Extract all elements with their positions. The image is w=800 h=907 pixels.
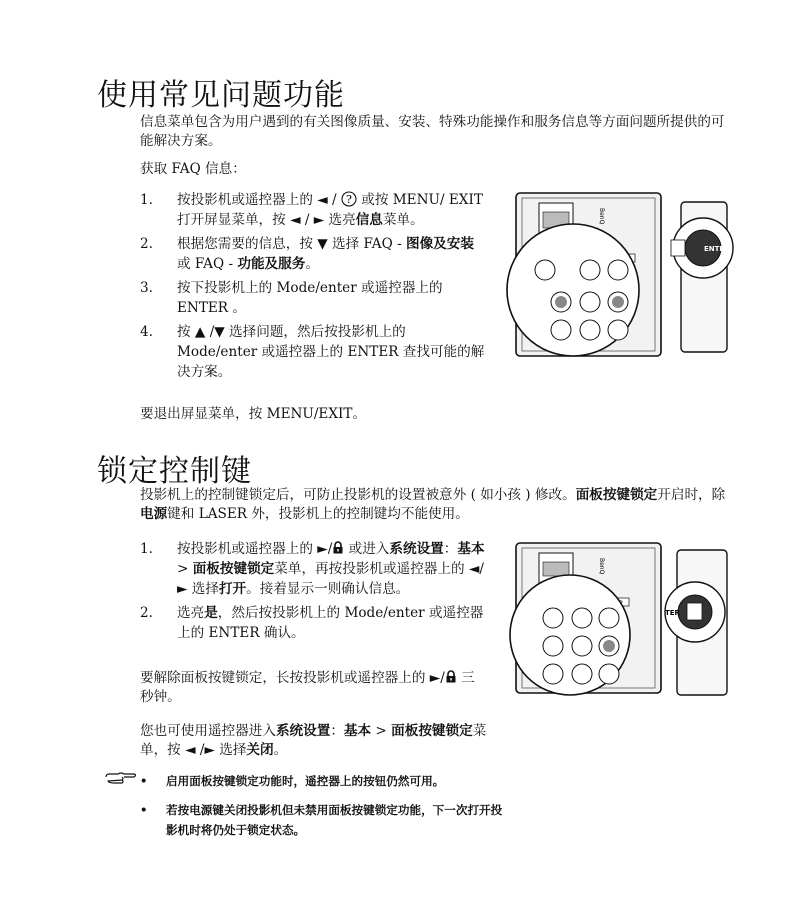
step-item <box>140 278 485 318</box>
text-run: ，然后按投影机上的 Mode/enter 或遥控器上的 ENTER 确认。 <box>177 605 484 641</box>
text-run: 或按 MENU/ EXIT 打开屏显菜单，按 ◄ / ► 选亮 <box>177 192 483 228</box>
text-run: 。接着显示一则确认信息。 <box>246 581 410 597</box>
text-run: 菜单。 <box>382 212 424 228</box>
ter-text: TER <box>665 609 680 617</box>
notes-list <box>110 771 510 849</box>
bullet-dot: • <box>140 774 148 788</box>
enter-text: ENTER <box>704 245 730 253</box>
lock-icon <box>332 541 344 554</box>
text-run: > <box>177 561 193 577</box>
faq-lead: 获取 FAQ 信息： <box>140 161 246 177</box>
faq-intro: 信息菜单包含为用户遇到的有关图像质量、安装、特殊功能操作和服务信息等方面问题所提供的可能解决方案。 <box>140 114 725 149</box>
brand-text-2: BenQ <box>598 558 605 575</box>
note-text: 若按电源键关闭投影机但未禁用面板按键锁定功能，下一次打开投影机时将仍处于锁定状态。 <box>166 803 503 837</box>
text-run: 。 <box>273 742 288 758</box>
text-run: ： <box>330 723 344 739</box>
section-title-faq: 使用常见问题功能 <box>97 78 345 113</box>
lock-unlock-text <box>140 669 485 707</box>
text-run: 您也可使用遥控器进入 <box>140 723 276 739</box>
text-run: 按投影机或遥控器上的 ►/ <box>177 541 333 557</box>
text-run: 或 FAQ - <box>177 256 238 272</box>
svg-text:?: ? <box>345 193 352 206</box>
text-run: 要解除面板按键锁定，长按投影机或遥控器上的 ►/ <box>140 670 445 686</box>
step-number: 4. <box>140 324 153 340</box>
step-item <box>140 539 485 599</box>
bold-text: 电源 <box>140 506 168 522</box>
bold-text: 图像及安装 <box>406 236 474 252</box>
projector-faq-figure <box>505 190 735 362</box>
text-run: 三秒钟。 <box>140 670 475 705</box>
text-run: 开启时，除 <box>657 487 726 503</box>
text-run: 菜单，再按投影机或遥控器上的 ◄/► 选择 <box>177 561 484 597</box>
step-item <box>140 190 485 230</box>
step-number: 1. <box>140 192 153 208</box>
step-number: 2. <box>140 236 153 252</box>
bold-text: 关闭 <box>246 742 274 758</box>
text-run: 或进入 <box>344 541 390 557</box>
note-item <box>110 800 510 840</box>
faq-exit: 要退出屏显菜单，按 MENU/EXIT。 <box>140 406 367 422</box>
step-item <box>140 603 485 643</box>
text-run: 。 <box>305 256 319 272</box>
lock-steps <box>140 539 485 647</box>
lock-intro <box>140 486 730 524</box>
bold-text: 系统设置 <box>275 723 331 739</box>
pointing-hand-icon <box>104 769 138 789</box>
bold-text: 面板按键锁定 <box>192 561 275 577</box>
text-run: 按 ▲ /▼ 选择问题，然后按投影机上的 Mode/enter 或遥控器上的 ENTER 查找可能的解决方案。 <box>177 324 485 380</box>
step-number: 3. <box>140 280 153 296</box>
step-number: 1. <box>140 541 153 557</box>
step-item <box>140 322 485 382</box>
brand-text: BenQ <box>598 208 605 225</box>
text-run: > <box>371 723 392 739</box>
text-run: 选亮 <box>177 605 205 621</box>
text-run: 根据您需要的信息，按 ▼ 选择 FAQ - <box>177 236 406 252</box>
bullet-dot: • <box>140 803 148 817</box>
text-run: 按投影机或遥控器上的 ◄ / <box>177 192 341 208</box>
step-number: 2. <box>140 605 153 621</box>
help-icon <box>341 191 357 207</box>
bold-text: 功能及服务 <box>237 256 306 272</box>
note-text: 启用面板按键锁定功能时，遥控器上的按钮仍然可用。 <box>166 774 445 788</box>
faq-steps <box>140 190 485 386</box>
bold-text: 是 <box>204 605 218 621</box>
bold-text: 打开 <box>218 581 247 597</box>
text-run: 按下投影机上的 Mode/enter 或遥控器上的 ENTER 。 <box>177 280 443 316</box>
lock-icon <box>445 670 457 683</box>
bold-text: 信息 <box>355 212 383 228</box>
text-run: ： <box>443 541 458 557</box>
bold-text: 基本 <box>457 541 485 557</box>
note-item <box>110 771 510 791</box>
text-run: 键和 LASER 外，投影机上的控制键均不能使用。 <box>167 506 469 522</box>
projector-lock-figure <box>505 540 735 700</box>
bold-text: 面板按键锁定 <box>575 487 658 503</box>
section-title-lock: 锁定控制键 <box>97 454 252 489</box>
bold-text: 面板按键锁定 <box>391 723 473 739</box>
text-run: 投影机上的控制键锁定后，可防止投影机的设置被意外 ( 如小孩 ) 修改。 <box>140 487 576 503</box>
bold-text: 系统设置 <box>389 541 444 557</box>
lock-remote-text <box>140 722 500 760</box>
text-run: 菜单，按 ◄ /► 选择 <box>140 723 487 758</box>
bold-text: 基本 <box>343 723 372 739</box>
step-item <box>140 234 485 274</box>
